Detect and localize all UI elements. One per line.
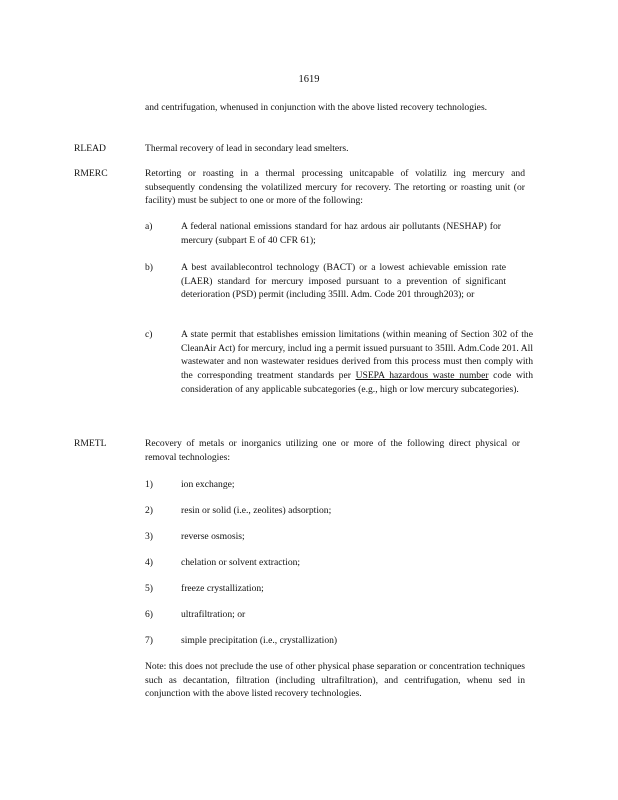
rmetl-item-marker: 6) bbox=[145, 609, 153, 620]
rmetl-item-marker: 2) bbox=[145, 505, 153, 516]
rmetl-item-text: ion exchange; bbox=[181, 479, 235, 490]
rmerc-item-marker: a) bbox=[145, 221, 153, 232]
rmetl-item-text: simple precipitation (i.e., crystallization) bbox=[181, 635, 338, 646]
rmetl-item-text: freeze crystallization; bbox=[181, 583, 264, 594]
rmetl-item-marker: 3) bbox=[145, 531, 153, 542]
rmetl-note: Note: this does not preclude the use of other physical phase separation or concentration techniques such as decantation, filtration (including ultrafiltration), and centrifugation, whenu sed in conjunction with the above listed recovery technologies. bbox=[145, 661, 525, 700]
rmerc-description: Retorting or roasting in a thermal processing unitcapable of volatiliz ing mercury and subsequently condensing the volatilized mercury for recovery. The retorting or roasting unit (or facility) must be subject to one or more of the following: bbox=[145, 168, 525, 207]
rmetl-item-text: reverse osmosis; bbox=[181, 531, 245, 542]
rmerc-item-text: A federal national emissions standard for haz ardous air pollutants (NESHAP) for mercury (subpart E of 40 CFR 61); bbox=[181, 221, 501, 246]
rmetl-item-marker: 7) bbox=[145, 635, 153, 646]
rmerc-item-text: A best availablecontrol technology (BACT) or a lowest achievable emission rate (LAER) standard for mercury imposed pursuant to a prevention of significant deterioration (PSD) permit (including 35Ill. Adm. Code 201 through203); or bbox=[181, 262, 506, 301]
rmerc-item-marker: b) bbox=[145, 262, 153, 273]
page-number: 1619 bbox=[298, 74, 320, 85]
rmetl-item-text: chelation or solvent extraction; bbox=[181, 557, 301, 568]
code-rlead: RLEAD bbox=[74, 143, 106, 154]
code-rmerc: RMERC bbox=[74, 168, 108, 179]
underlined-phrase: USEPA hazardous waste number bbox=[355, 370, 489, 382]
rmetl-item-text: resin or solid (i.e., zeolites) adsorption; bbox=[181, 505, 332, 516]
rmetl-item-marker: 5) bbox=[145, 583, 153, 594]
rmetl-item-text: ultrafiltration; or bbox=[181, 609, 246, 620]
code-rmetl: RMETL bbox=[74, 438, 107, 449]
rlead-description: Thermal recovery of lead in secondary lead smelters. bbox=[145, 143, 349, 154]
rmetl-item-marker: 4) bbox=[145, 557, 153, 568]
rmetl-description: Recovery of metals or inorganics utilizing one or more of the following direct physical or removal technologies: bbox=[145, 438, 520, 463]
rmetl-item-marker: 1) bbox=[145, 479, 153, 490]
rmerc-item-marker: c) bbox=[145, 329, 153, 340]
rmerc-item-text: A state permit that establishes emission limitations (within meaning of Section 302 of the CleanAir Act) for mercury, includ ing a permit issued pursuant to 35Ill. Adm.Code 201. All wastewater and non wastewater residues derived from this process must then comply with the corresponding treatment standards per USEPA hazardous waste number code with consideration of any applicable subcategories (e.g., high or low mercury subcategories). bbox=[181, 329, 533, 395]
continuation-paragraph: and centrifugation, whenused in conjunction with the above listed recovery technologies. bbox=[145, 102, 488, 113]
